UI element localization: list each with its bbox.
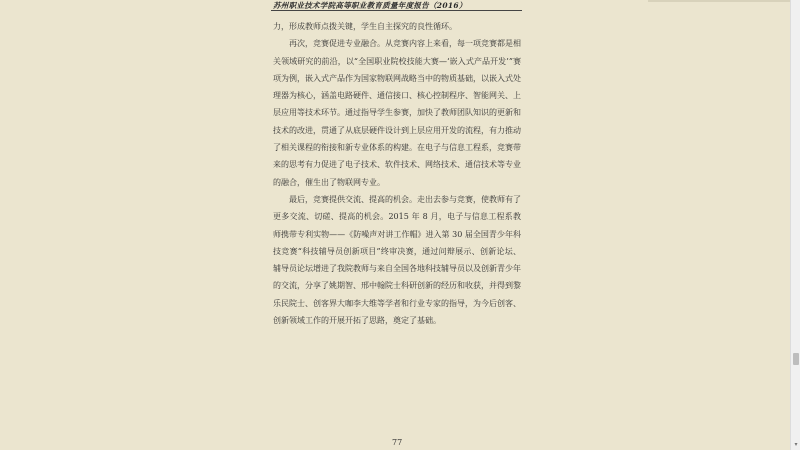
paragraph-competition-integration: 再次，竞赛促进专业融合。从竞赛内容上来看，每一项竞赛都是相关领域研究的前沿，以“全国职业院校技能大赛—‘嵌入式产品开发’”赛项为例，嵌入式产品作为国家物联网战略当中的物质基础，以嵌入式处理器为核心，涵盖电路硬件、通信接口、核心控制程序、智能网关、上层应用等技术环节。通过指导学生参赛，加快了教师团队知识的更新和技术的改进，贯通了从底层硬件设计到上层应用开发的流程，有力推动了相关课程的衔接和新专业体系的构建。在电子与信息工程系，竞赛带来的思考有力促进了电子技术、软件技术、网络技术、通信技术等专业的融合，催生出了物联网专业。 <box>273 39 521 187</box>
paragraph-continuation: 力，形成教师点拨关键，学生自主探究的良性循环。 <box>273 22 457 31</box>
vertical-scrollbar[interactable] <box>790 0 800 450</box>
body-text <box>273 18 521 329</box>
header-rule <box>271 10 522 11</box>
page-number: 77 <box>392 438 403 447</box>
running-header-title: 苏州职业技术学院高等职业教育质量年度报告（2016） <box>273 1 467 10</box>
scroll-down-arrow-icon[interactable]: ▾ <box>794 441 798 448</box>
page-top-strip <box>648 0 790 2</box>
scrollbar-thumb[interactable] <box>793 353 799 365</box>
paragraph-competition-exchange: 最后，竞赛提供交流、提高的机会。走出去参与竞赛，使教师有了更多交流、切磋、提高的机会。2015 年 8 月，电子与信息工程系教师携带专利实物——《防噪声对讲工作帽》进入第 30 届全国青少年科技竞赛“科技辅导员创新项目”终审决赛，通过问辩展示、创新论坛、辅导员论坛增进了我院教师与来自全国各地科技辅导员以及创新青少年的交流，分享了姚期智、邢中翰院士科研创新的经历和收获，并得到黎乐民院士、创客界大咖李大维等学者和行业专家的指导，为今后创客、创新领域工作的开展开拓了思路，奠定了基础。 <box>273 194 521 326</box>
